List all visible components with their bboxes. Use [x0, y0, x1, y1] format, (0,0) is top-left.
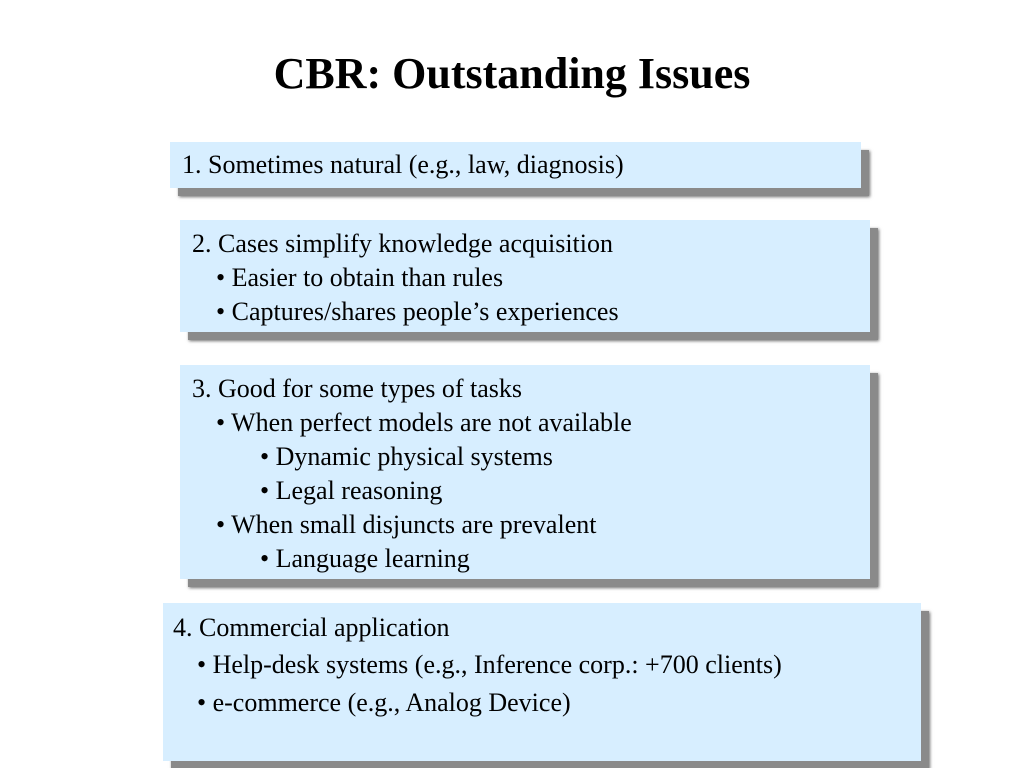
issue-2-bullet-1: • Easier to obtain than rules	[216, 263, 504, 292]
issue-box-4	[163, 603, 921, 761]
issue-3-bullet-2: • When small disjuncts are prevalent	[216, 510, 597, 539]
issue-4-heading: 4. Commercial application	[173, 613, 450, 642]
issue-3-heading: 3. Good for some types of tasks	[192, 374, 523, 403]
issue-3-bullet-1: • When perfect models are not available	[216, 408, 632, 437]
issue-box-3	[180, 365, 870, 579]
issue-2-heading: 2. Cases simplify knowledge acquisition	[192, 229, 614, 258]
issue-box-1	[170, 142, 861, 188]
issue-3-subbullet-3: • Language learning	[260, 544, 470, 573]
issue-4-bullet-1: • Help-desk systems (e.g., Inference corp.: +700 clients)	[197, 650, 782, 679]
slide-title: CBR: Outstanding Issues	[273, 49, 751, 98]
issue-1-heading: 1. Sometimes natural (e.g., law, diagnosis)	[182, 150, 624, 179]
issue-2-bullet-2: • Captures/shares people’s experiences	[216, 297, 619, 326]
issue-box-2	[180, 220, 870, 332]
issue-3-subbullet-2: • Legal reasoning	[260, 476, 443, 505]
issue-4-bullet-2: • e-commerce (e.g., Analog Device)	[197, 688, 571, 717]
issue-3-subbullet-1: • Dynamic physical systems	[260, 442, 553, 471]
